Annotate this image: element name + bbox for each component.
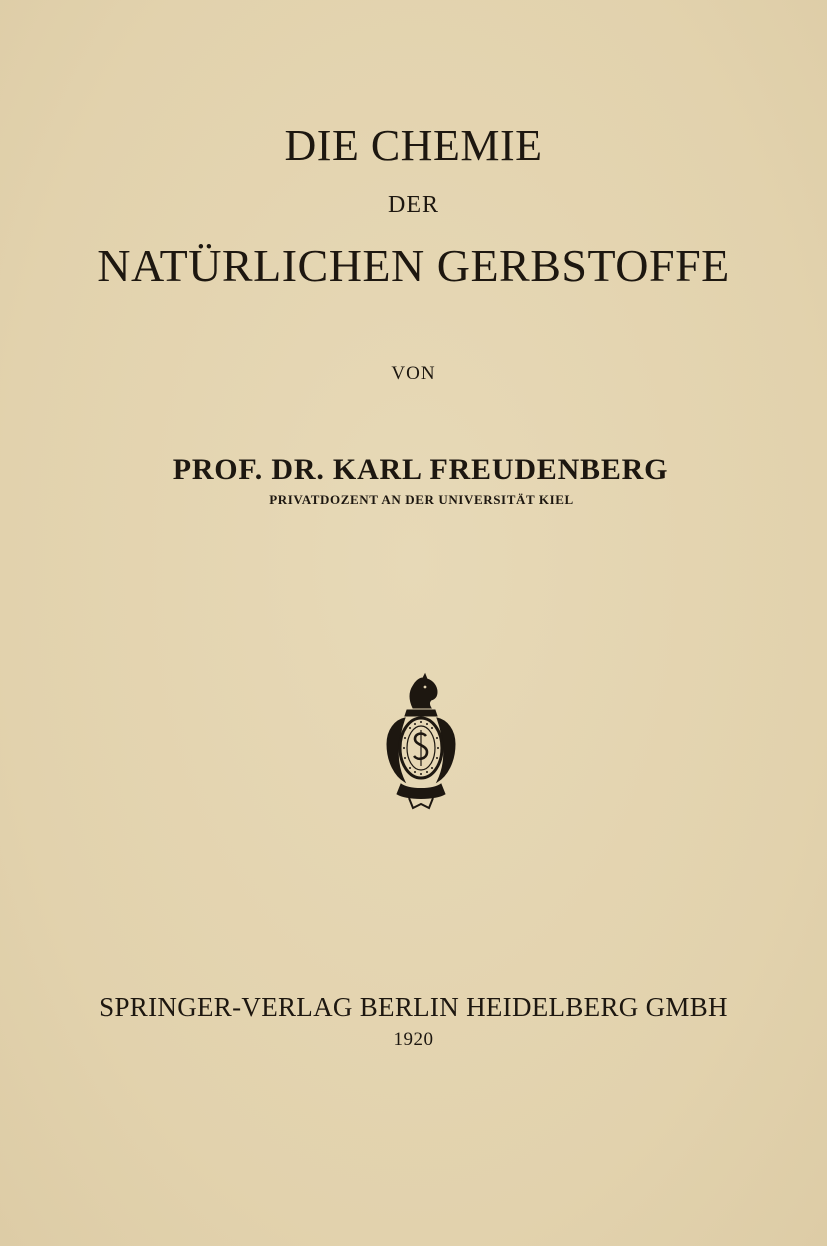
author-affiliation: PRIVATDOZENT AN DER UNIVERSITÄT KIEL — [269, 492, 574, 507]
by-label: VON — [391, 363, 436, 384]
author-name: PROF. DR. KARL FREUDENBERG — [172, 453, 669, 486]
title-line-1: DIE CHEMIE — [284, 121, 543, 170]
title-line-3: NATÜRLICHEN GERBSTOFFE — [97, 240, 730, 291]
title-line-2: DER — [388, 192, 439, 218]
publisher-name: SPRINGER-VERLAG BERLIN HEIDELBERG GMBH — [99, 992, 728, 1022]
springer-chess-knight-emblem-icon — [379, 672, 463, 816]
publication-year: 1920 — [393, 1029, 434, 1050]
